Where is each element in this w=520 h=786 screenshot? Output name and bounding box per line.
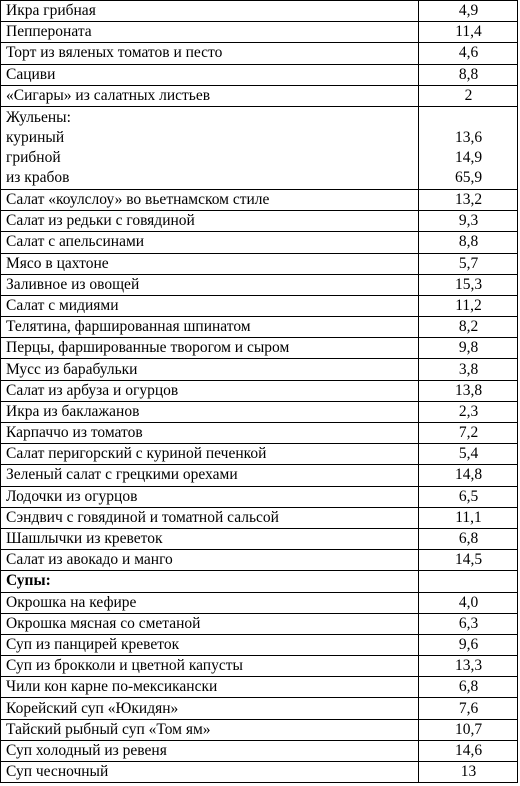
dish-value: 4,9 xyxy=(419,1,518,22)
dish-value: 6,3 xyxy=(419,613,518,634)
dish-name: Чили кон карне по-мексикански xyxy=(1,677,419,698)
dish-value: 13 xyxy=(419,762,518,783)
section-heading: Супы: xyxy=(1,571,419,592)
dish-value: 5,7 xyxy=(419,253,518,274)
dish-name: Заливное из овощей xyxy=(1,274,419,295)
dish-name: Сациви xyxy=(1,64,419,85)
section-heading-row xyxy=(1,571,518,592)
dish-name: Корейский суп «Юкидян» xyxy=(1,698,419,719)
table-row xyxy=(1,85,518,106)
dish-value: 9,3 xyxy=(419,211,518,232)
table-row xyxy=(1,486,518,507)
dish-value: 7,6 xyxy=(419,698,518,719)
table-row xyxy=(1,359,518,380)
dish-value: 7,2 xyxy=(419,423,518,444)
dish-name: Салат с мидиями xyxy=(1,295,419,316)
dish-name: Икра грибная xyxy=(1,1,419,22)
dish-name: Салат с апельсинами xyxy=(1,232,419,253)
dish-name: Шашлычки из креветок xyxy=(1,528,419,549)
table-row xyxy=(1,1,518,22)
dish-value: 5,4 xyxy=(419,444,518,465)
dish-name: Суп из панцирей креветок xyxy=(1,634,419,655)
spacer xyxy=(424,108,513,128)
table-row-group xyxy=(1,106,518,189)
dish-value: 4,0 xyxy=(419,592,518,613)
table-body xyxy=(1,1,518,783)
table-row xyxy=(1,64,518,85)
dish-value: 8,8 xyxy=(419,64,518,85)
table-row xyxy=(1,465,518,486)
dish-value: 6,5 xyxy=(419,486,518,507)
dish-value: 14,5 xyxy=(419,550,518,571)
dish-value: 13,8 xyxy=(419,380,518,401)
table-row xyxy=(1,698,518,719)
table-row xyxy=(1,232,518,253)
dish-value: 14,9 xyxy=(454,148,483,166)
dish-name: из крабов xyxy=(6,168,70,186)
dish-name: Суп холодный из ревеня xyxy=(1,740,419,761)
dish-name: Икра из баклажанов xyxy=(1,401,419,422)
dish-name: Салат «коулслоу» во вьетнамском стиле xyxy=(1,189,419,210)
dish-name: Салат из авокадо и манго xyxy=(1,550,419,571)
table-row xyxy=(1,401,518,422)
table-row xyxy=(1,592,518,613)
table-row xyxy=(1,677,518,698)
table-row xyxy=(1,634,518,655)
table-row xyxy=(1,740,518,761)
table-row xyxy=(1,719,518,740)
table-row xyxy=(1,762,518,783)
value-cell xyxy=(419,106,518,189)
table-row xyxy=(1,528,518,549)
dish-name: Окрошка мясная со сметаной xyxy=(1,613,419,634)
table-row xyxy=(1,274,518,295)
table-row xyxy=(1,43,518,64)
dish-name: «Сигары» из салатных листьев xyxy=(1,85,419,106)
dish-value: 6,8 xyxy=(419,528,518,549)
table-row xyxy=(1,317,518,338)
dish-name: Суп из брокколи и цветной капусты xyxy=(1,656,419,677)
dish-name: куриный xyxy=(6,128,65,146)
dish-name: Телятина, фаршированная шпинатом xyxy=(1,317,419,338)
empty-cell xyxy=(419,571,518,592)
dish-name: Окрошка на кефире xyxy=(1,592,419,613)
dish-value: 3,8 xyxy=(419,359,518,380)
dish-name: Лодочки из огурцов xyxy=(1,486,419,507)
table-row xyxy=(1,613,518,634)
dish-value: 11,1 xyxy=(419,507,518,528)
dish-value: 6,8 xyxy=(419,677,518,698)
dish-name: Торт из вяленых томатов и песто xyxy=(1,43,419,64)
dish-value: 8,2 xyxy=(419,317,518,338)
dish-name: грибной xyxy=(6,148,61,166)
dish-value: 9,8 xyxy=(419,338,518,359)
dish-value: 4,6 xyxy=(419,43,518,64)
dish-name: Зеленый салат с грецкими орехами xyxy=(1,465,419,486)
dish-value: 13,6 xyxy=(454,128,483,146)
table-row xyxy=(1,189,518,210)
dish-value: 14,6 xyxy=(419,740,518,761)
dish-value: 2 xyxy=(419,85,518,106)
group-label: Жульены: xyxy=(6,108,71,126)
dish-value: 11,2 xyxy=(419,295,518,316)
dish-name: Тайский рыбный суп «Том ям» xyxy=(1,719,419,740)
table-row xyxy=(1,550,518,571)
dish-name: Мясо в цахтоне xyxy=(1,253,419,274)
dish-value: 9,6 xyxy=(419,634,518,655)
table-row xyxy=(1,211,518,232)
dish-name-cell xyxy=(1,106,419,189)
dish-value: 15,3 xyxy=(419,274,518,295)
table-row xyxy=(1,507,518,528)
dish-name: Салат из редьки с говядиной xyxy=(1,211,419,232)
table-row xyxy=(1,444,518,465)
table-row xyxy=(1,22,518,43)
dish-name: Пеппероната xyxy=(1,22,419,43)
dish-value: 13,2 xyxy=(419,189,518,210)
table-row xyxy=(1,656,518,677)
table-row xyxy=(1,338,518,359)
dish-name: Салат перигорский с куриной печенкой xyxy=(1,444,419,465)
dish-name: Салат из арбуза и огурцов xyxy=(1,380,419,401)
dish-name: Мусс из барабульки xyxy=(1,359,419,380)
dish-value: 65,9 xyxy=(454,168,483,186)
dish-name: Карпаччо из томатов xyxy=(1,423,419,444)
table-row xyxy=(1,380,518,401)
dish-value: 8,8 xyxy=(419,232,518,253)
dish-value: 14,8 xyxy=(419,465,518,486)
table-row xyxy=(1,295,518,316)
table-row xyxy=(1,253,518,274)
dish-value: 13,3 xyxy=(419,656,518,677)
dish-name: Суп чесночный xyxy=(1,762,419,783)
dish-name: Перцы, фаршированные творогом и сыром xyxy=(1,338,419,359)
dish-value: 2,3 xyxy=(419,401,518,422)
dish-value: 11,4 xyxy=(419,22,518,43)
dish-value: 10,7 xyxy=(419,719,518,740)
table-row xyxy=(1,423,518,444)
dish-name: Сэндвич с говядиной и томатной сальсой xyxy=(1,507,419,528)
